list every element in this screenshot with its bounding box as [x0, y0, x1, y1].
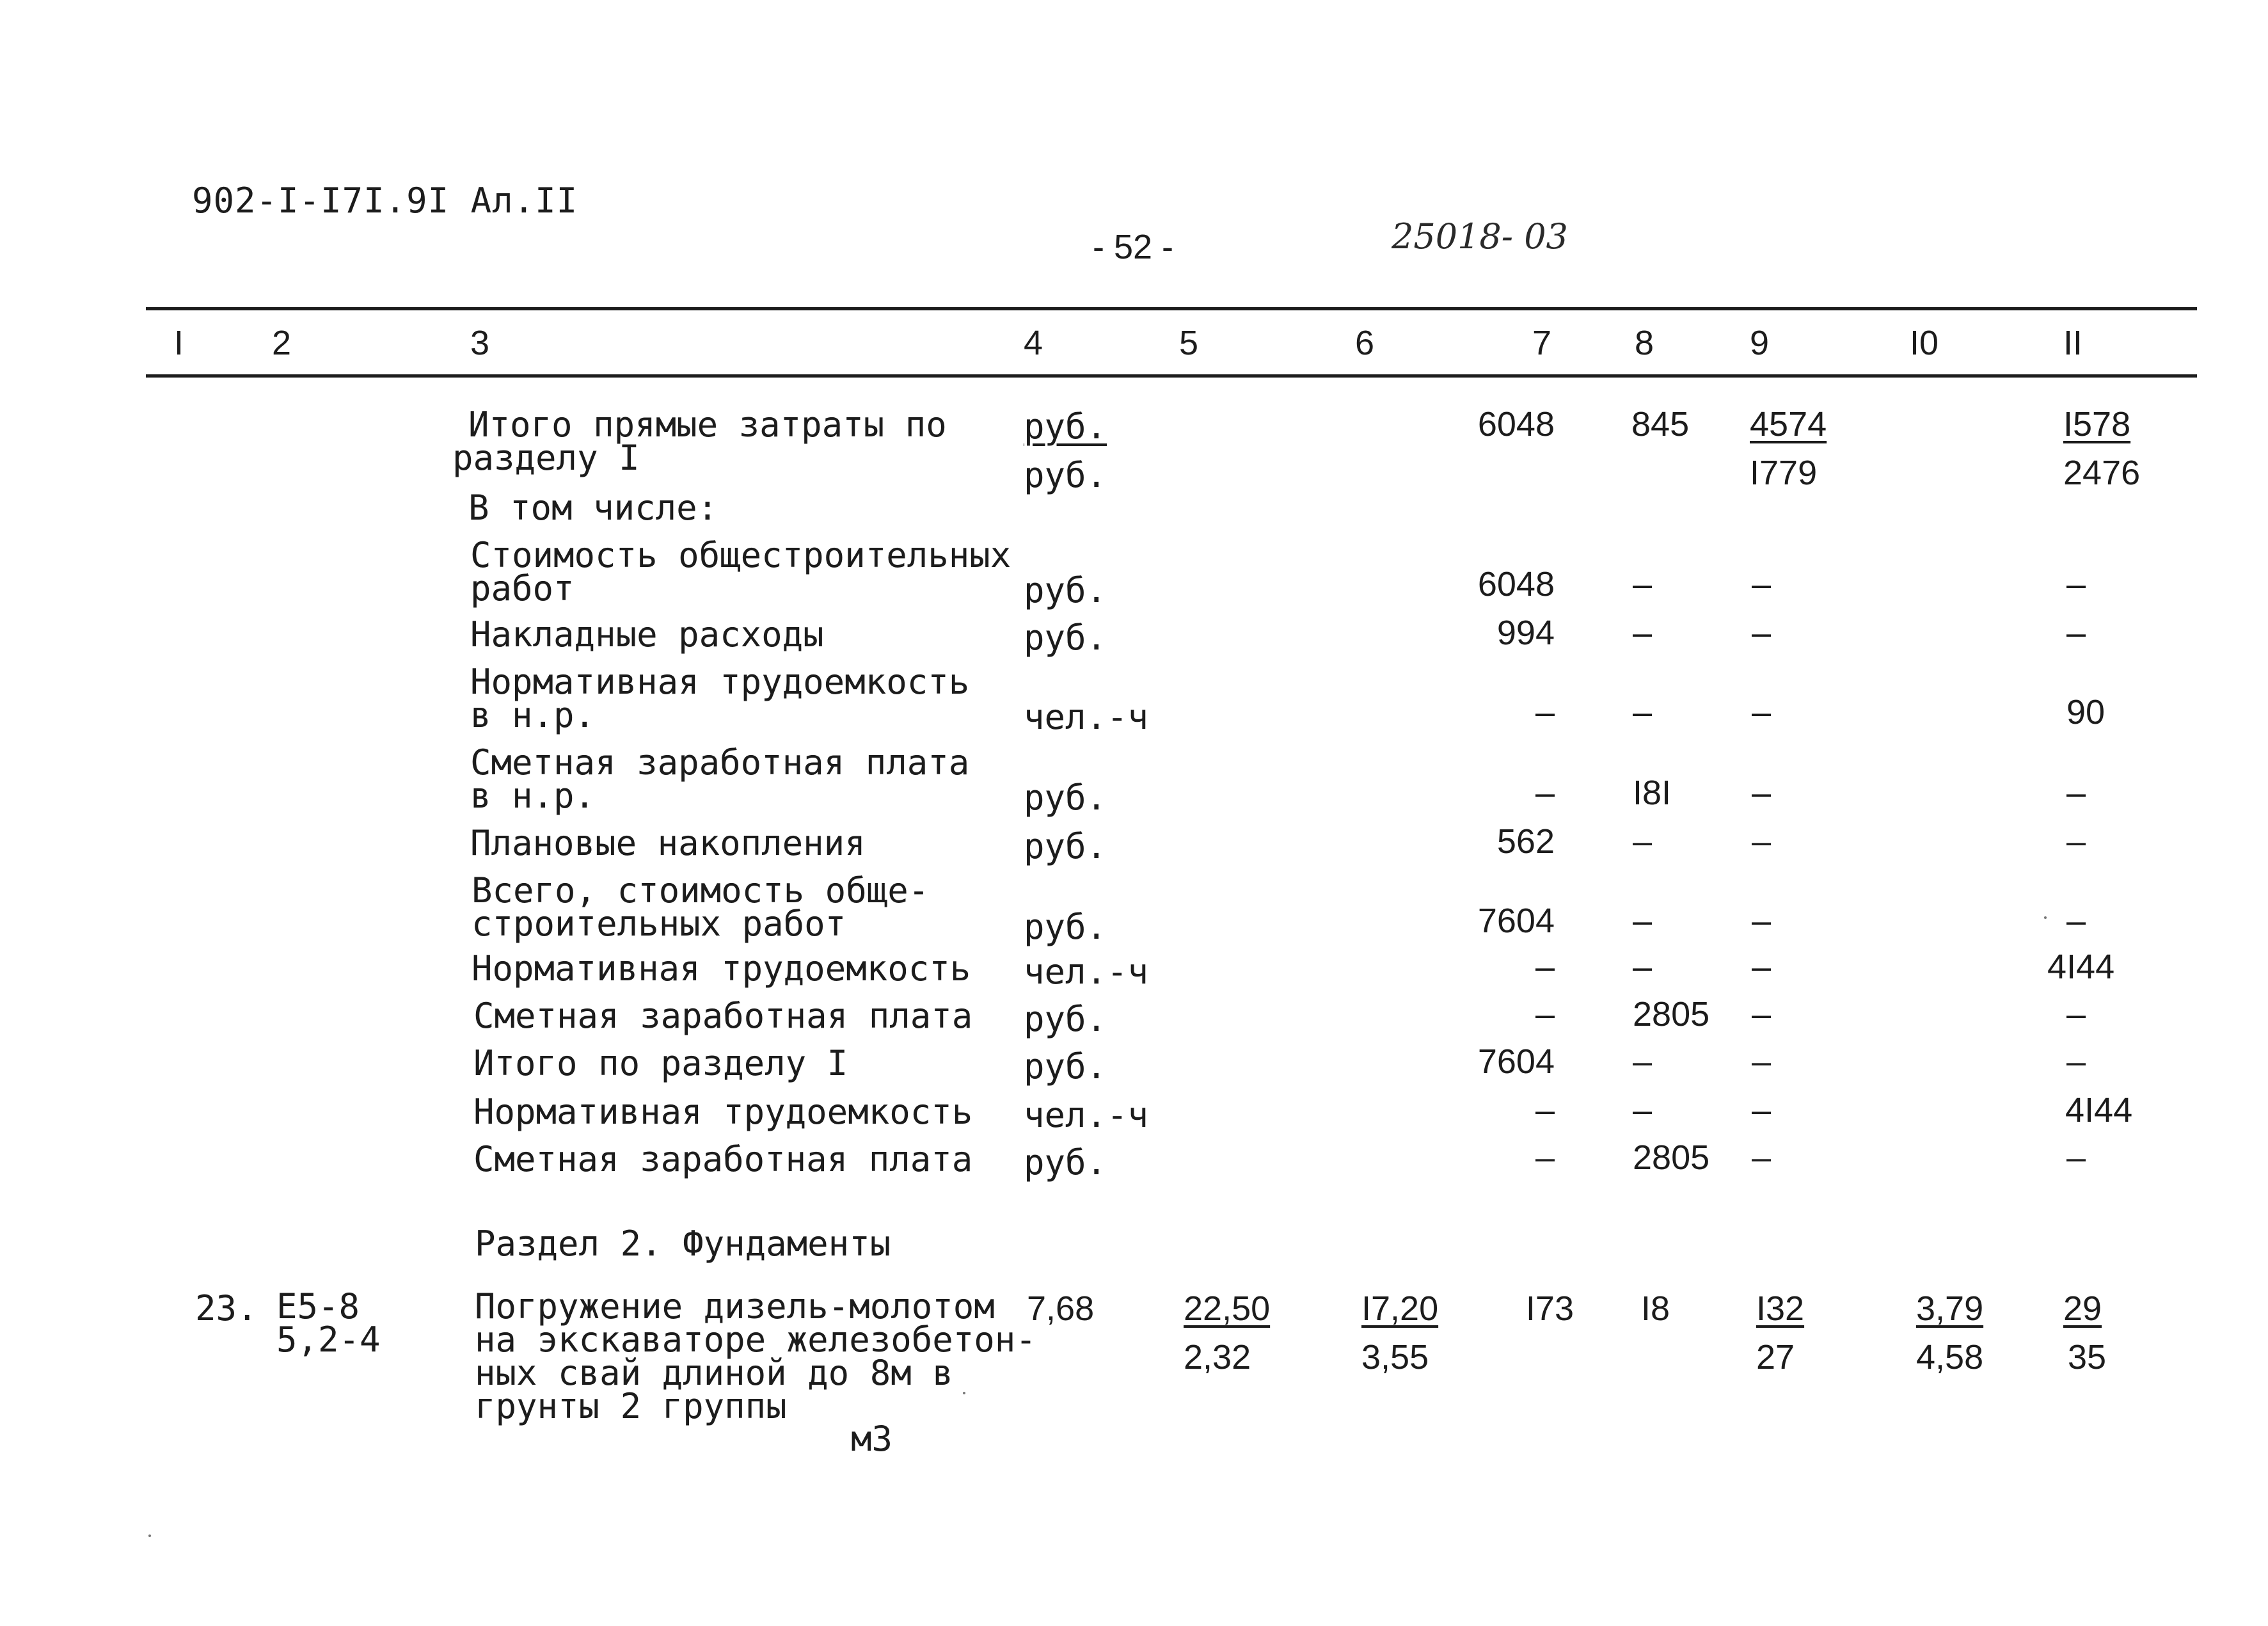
row-col7: – — [1535, 1138, 1555, 1177]
row-col7: – — [1535, 693, 1555, 731]
row-col8: 2805 — [1633, 1138, 1710, 1177]
item-col5: 22,50 — [1184, 1289, 1271, 1328]
scan-speck — [963, 1392, 965, 1394]
column-header-6: 6 — [1355, 324, 1375, 362]
row-col11: I578 — [2063, 405, 2131, 443]
row-description: В том числе: — [468, 488, 718, 528]
row-description: Сметная заработная плата в н.р. — [470, 742, 970, 816]
row-unit: руб. — [1024, 570, 1107, 610]
column-header-8: 8 — [1635, 324, 1654, 362]
row-col11: – — [2066, 614, 2086, 652]
row-col8: – — [1633, 948, 1653, 986]
item-col11: 29 — [2063, 1289, 2102, 1328]
row-description: Плановые накопления — [470, 823, 866, 863]
row-unit: руб. — [1024, 406, 1107, 447]
row-col7: 7604 — [1477, 902, 1555, 940]
row-col7: 6048 — [1477, 565, 1555, 603]
column-header-10: I0 — [1910, 324, 1939, 362]
row-col8: – — [1633, 614, 1653, 652]
item-col5-secondary: 2,32 — [1184, 1338, 1251, 1376]
row-col9: – — [1752, 822, 1772, 861]
row-col9: – — [1752, 995, 1772, 1033]
row-col9: – — [1752, 948, 1772, 986]
item-col9-secondary: 27 — [1756, 1338, 1795, 1376]
item-col10: 3,79 — [1916, 1289, 1984, 1328]
scan-speck — [148, 1534, 151, 1537]
row-col11: – — [2066, 1042, 2086, 1081]
row-description: Сметная заработная плата — [473, 996, 973, 1036]
row-col11: – — [2066, 1138, 2086, 1177]
row-unit: руб. — [1024, 999, 1107, 1039]
row-col7: – — [1535, 948, 1555, 986]
item-col6: I7,20 — [1361, 1289, 1439, 1328]
row-col8: – — [1633, 902, 1653, 940]
row-col11: – — [2066, 774, 2086, 812]
row-col11: 90 — [2066, 693, 2105, 731]
row-description: Сметная заработная плата — [473, 1139, 973, 1179]
row-unit: руб. — [1024, 1142, 1107, 1183]
row-col11: 4I44 — [2065, 1091, 2133, 1129]
document-code: 902-I-I7I.9I Ал.II — [192, 180, 578, 221]
row-col8: I8I — [1633, 774, 1672, 812]
row-col9: – — [1752, 693, 1772, 731]
row-unit: руб. — [1024, 907, 1107, 947]
section-heading: Раздел 2. Фундаменты — [475, 1223, 891, 1264]
row-description: Итого прямые затраты по разделу I — [452, 404, 947, 478]
item-col11-secondary: 35 — [2068, 1338, 2107, 1376]
row-col11: – — [2066, 822, 2086, 861]
item-code: Е5-8 5,2-4 — [276, 1286, 381, 1360]
row-description: Всего, стоимость обще- строительных работ — [472, 870, 930, 944]
column-header-3: 3 — [470, 324, 490, 362]
row-col11-secondary: 2476 — [2063, 454, 2141, 492]
page-number: - 52 - — [1093, 228, 1174, 266]
item-col9: I32 — [1756, 1289, 1805, 1328]
row-description: Нормативная трудоемкость — [472, 948, 971, 989]
row-unit-secondary: руб. — [1024, 455, 1107, 495]
row-description: Стоимость общестроительных работ — [470, 535, 1011, 609]
row-col11: – — [2066, 995, 2086, 1033]
item-col4: 7,68 — [1027, 1289, 1095, 1328]
column-header-5: 5 — [1179, 324, 1199, 362]
item-col10-secondary: 4,58 — [1916, 1338, 1984, 1376]
row-col8: – — [1633, 822, 1653, 861]
row-description: Накладные расходы — [470, 614, 824, 655]
row-col8: – — [1633, 693, 1653, 731]
item-col6-secondary: 3,55 — [1361, 1338, 1429, 1376]
row-unit: чел.-ч — [1024, 952, 1149, 992]
row-col11: – — [2066, 565, 2086, 603]
item-col7: I73 — [1525, 1289, 1574, 1328]
row-unit: руб. — [1024, 777, 1107, 818]
row-col9-secondary: I779 — [1750, 454, 1818, 492]
row-col9: – — [1752, 1042, 1772, 1081]
row-col7: 7604 — [1477, 1042, 1555, 1081]
scan-speck — [2044, 916, 2047, 919]
row-col9: – — [1752, 565, 1772, 603]
row-unit: руб. — [1024, 618, 1107, 658]
table-top-rule — [146, 307, 2197, 310]
item-number: 23. — [195, 1288, 258, 1328]
column-header-1: I — [174, 324, 184, 362]
handwritten-note: 25018- 03 — [1392, 216, 1568, 257]
row-col9: – — [1752, 1091, 1772, 1129]
row-col8: – — [1633, 1042, 1653, 1081]
row-col7: – — [1535, 995, 1555, 1033]
row-col8: 845 — [1631, 405, 1690, 443]
row-col7: 994 — [1496, 614, 1555, 652]
row-description: Нормативная трудоемкость — [473, 1092, 973, 1132]
row-col11: 4I44 — [2047, 948, 2115, 986]
row-unit: руб. — [1024, 1046, 1107, 1087]
column-header-2: 2 — [272, 324, 292, 362]
row-description: Итого по разделу I — [473, 1043, 848, 1083]
row-col8: 2805 — [1633, 995, 1710, 1033]
row-col7: 6048 — [1477, 405, 1555, 443]
row-col9: – — [1752, 1138, 1772, 1177]
row-col8: – — [1633, 1091, 1653, 1129]
row-unit: руб. — [1024, 826, 1107, 866]
item-col8: I8 — [1641, 1289, 1670, 1328]
item-description: Погружение дизель-молотом на экскаваторе железобетон- ных свай длиной до 8м в грунты 2 группы — [475, 1286, 1036, 1426]
column-header-4: 4 — [1024, 324, 1043, 362]
row-col9: – — [1752, 902, 1772, 940]
row-col9: 4574 — [1750, 405, 1827, 443]
row-col9: – — [1752, 614, 1772, 652]
row-unit: чел.-ч — [1024, 697, 1149, 737]
table-header-rule — [146, 374, 2197, 378]
row-col11: – — [2066, 902, 2086, 940]
column-header-7: 7 — [1532, 324, 1552, 362]
row-col7: 562 — [1496, 822, 1555, 861]
row-col9: – — [1752, 774, 1772, 812]
row-col7: – — [1535, 774, 1555, 812]
row-col8: – — [1633, 565, 1653, 603]
column-header-11: II — [2063, 324, 2083, 362]
row-unit: чел.-ч — [1024, 1095, 1149, 1135]
row-description: Нормативная трудоемкость в н.р. — [470, 662, 970, 735]
item-unit: м3 — [851, 1419, 893, 1459]
column-header-9: 9 — [1750, 324, 1770, 362]
row-col7: – — [1535, 1091, 1555, 1129]
